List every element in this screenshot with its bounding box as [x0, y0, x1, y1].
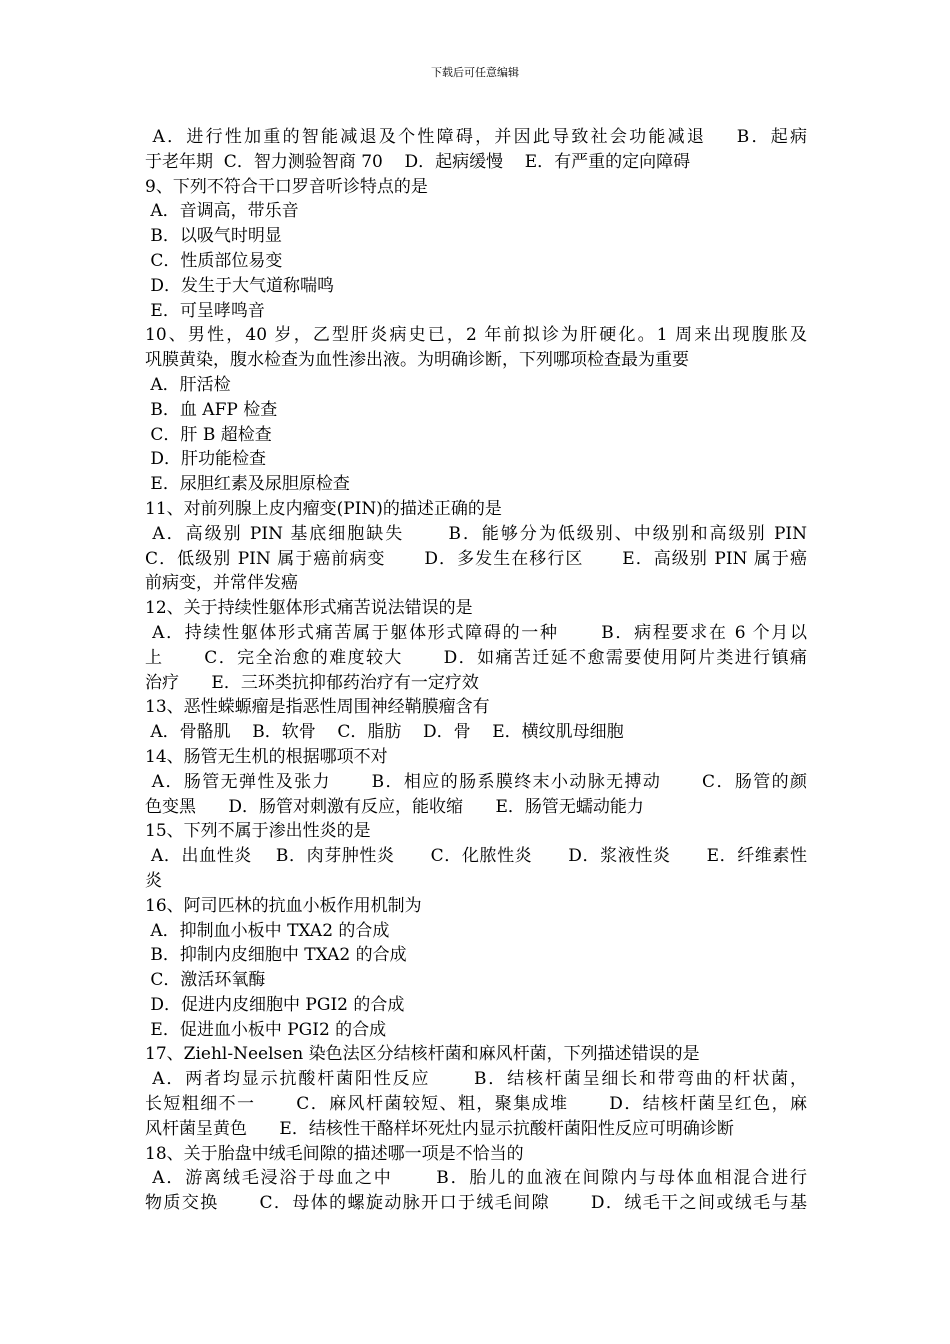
text-line: A．骨骼肌 B．软骨 C．脂肪 D．骨 E．横纹肌母细胞: [145, 722, 624, 743]
text-line: 11、对前列腺上皮内瘤变(PIN)的描述正确的是: [145, 498, 502, 519]
text-line: A．持续性躯体形式痛苦属于躯体形式障碍的一种 B．病程要求在 6 个月以: [145, 622, 807, 643]
text-line: 17、Ziehl-Neelsen 染色法区分结核杆菌和麻风杆菌，下列描述错误的是: [145, 1044, 700, 1065]
text-line: C．低级别 PIN 属于癌前病变 D．多发生在移行区 E．高级别 PIN 属于癌: [145, 548, 807, 569]
text-line: 14、肠管无生机的根据哪项不对: [145, 746, 388, 767]
text-line: A．音调高，带乐音: [145, 201, 299, 222]
text-line: A．肠管无弹性及张力 B．相应的肠系膜终末小动脉无搏动 C．肠管的颜: [145, 771, 807, 792]
text-line: B．抑制内皮细胞中 TXA2 的合成: [145, 945, 407, 966]
text-line: A．高级别 PIN 基底细胞缺失 B．能够分为低级别、中级别和高级别 PIN: [145, 523, 807, 544]
text-line: B．血 AFP 检查: [145, 399, 278, 420]
text-line: D．发生于大气道称喘鸣: [145, 275, 335, 296]
text-line: 13、恶性蝾螈瘤是指恶性周围神经鞘膜瘤含有: [145, 697, 490, 718]
text-line: 色变黑 D．肠管对刺激有反应，能收缩 E．肠管无蠕动能力: [145, 796, 644, 817]
text-line: 9、下列不符合干口罗音听诊特点的是: [145, 176, 428, 197]
text-line: 风杆菌呈黄色 E．结核性干酪样坏死灶内显示抗酸杆菌阳性反应可明确诊断: [145, 1118, 734, 1139]
text-line: 前病变，并常伴发癌: [145, 573, 298, 594]
text-line: E．尿胆红素及尿胆原检查: [145, 474, 350, 495]
text-line: 18、关于胎盘中绒毛间隙的描述哪一项是不恰当的: [145, 1143, 524, 1164]
text-line: D．肝功能检查: [145, 449, 267, 470]
text-line: 15、下列不属于渗出性炎的是: [145, 821, 371, 842]
text-line: A．游离绒毛浸浴于母血之中 B．胎儿的血液在间隙内与母体血相混合进行: [145, 1168, 807, 1189]
text-line: 炎: [145, 870, 162, 891]
text-line: 于老年期 C．智力测验智商 70 D．起病缓慢 E．有严重的定向障碍: [145, 151, 691, 172]
document-body: [145, 125, 807, 1216]
text-line: C．性质部位易变: [145, 250, 283, 271]
text-line: E．可呈哮鸣音: [145, 300, 265, 321]
text-line: A．两者均显示抗酸杆菌阳性反应 B．结核杆菌呈细长和带弯曲的杆状菌，: [145, 1069, 807, 1090]
text-line: 10、男性，40 岁，乙型肝炎病史已，2 年前拟诊为肝硬化。1 周来出现腹胀及: [145, 325, 807, 346]
text-line: A．抑制血小板中 TXA2 的合成: [145, 920, 390, 941]
text-line: C．肝 B 超检查: [145, 424, 272, 445]
text-line: 巩膜黄染，腹水检查为血性渗出液。为明确诊断，下列哪项检查最为重要: [145, 350, 689, 371]
text-line: C．激活环氧酶: [145, 970, 266, 991]
text-line: 16、阿司匹林的抗血小板作用机制为: [145, 895, 422, 916]
text-line: D．促进内皮细胞中 PGI2 的合成: [145, 994, 405, 1015]
text-line: 治疗 E．三环类抗抑郁药治疗有一定疗效: [145, 672, 479, 693]
text-line: A．出血性炎 B．肉芽肿性炎 C．化脓性炎 D．浆液性炎 E．纤维素性: [145, 846, 807, 867]
text-line: 12、关于持续性躯体形式痛苦说法错误的是: [145, 598, 473, 619]
text-line: 上 C．完全治愈的难度较大 D．如痛苦迁延不愈需要使用阿片类进行镇痛: [145, 647, 807, 668]
text-line: 长短粗细不一 C．麻风杆菌较短、粗，聚集成堆 D．结核杆菌呈红色，麻: [145, 1094, 807, 1115]
text-line: A．肝活检: [145, 374, 231, 395]
text-line: 物质交换 C．母体的螺旋动脉开口于绒毛间隙 D．绒毛干之间或绒毛与基: [145, 1193, 807, 1214]
text-line: E．促进血小板中 PGI2 的合成: [145, 1019, 387, 1040]
text-line: A．进行性加重的智能减退及个性障碍，并因此导致社会功能减退 B．起病: [145, 127, 807, 147]
text-line: B．以吸气时明显: [145, 226, 282, 247]
page-header: 下载后可任意编辑: [431, 66, 519, 79]
